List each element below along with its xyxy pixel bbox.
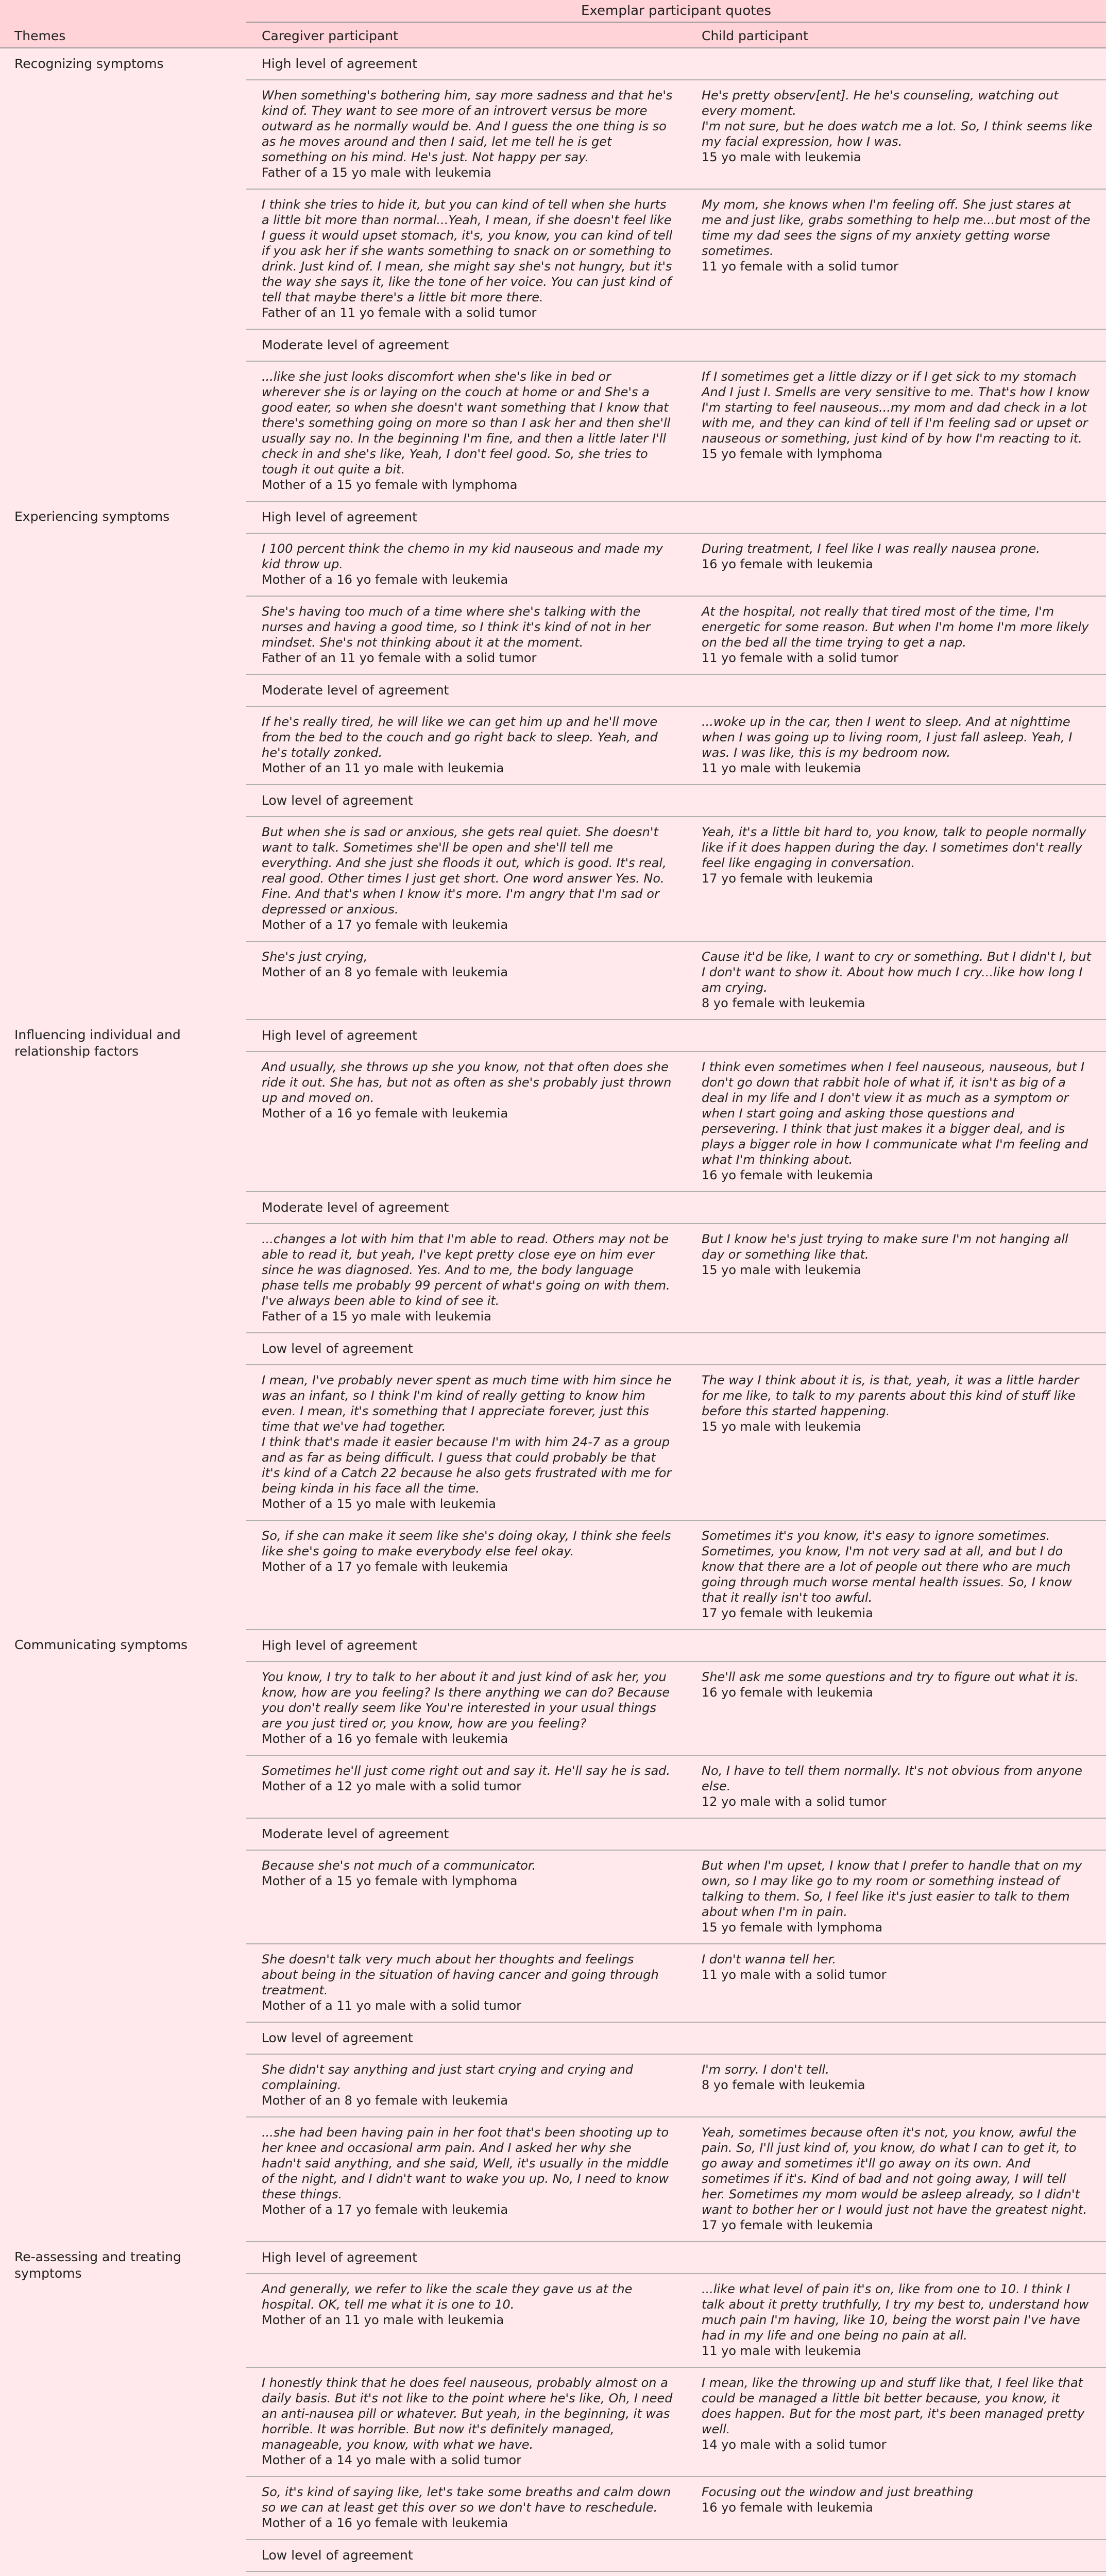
caregiver-quote-cell [246,2274,686,2367]
level-row [0,48,1106,80]
agreement-level-label: High level of agreement [246,1630,686,1662]
caregiver-quote-cell [246,2477,686,2539]
child-participant-descriptor: 14 yo male with a solid tumor [702,2437,887,2452]
caregiver-quote-text: ...she had been having pain in her foot that's been shooting up to her knee and occasional arm pain. And I asked her why she hadn't said anything, and she said, Well, it's usually in the middle of the night, and I didn't want to wake you up. No, I need to know these things. [262,2125,669,2201]
caregiver-quote-cell [246,1520,686,1630]
child-quote-cell [686,2054,1106,2117]
agreement-level-label: Moderate level of agreement [246,329,686,361]
child-quote-text: If I sometimes get a little dizzy or if I get sick to my stomach And I just I. Smells are very sensitive to me. That's how I know I'm starting to feel nauseous...my mom and dad check in a lot with me, and they can kind of tell if I'm feeling sad or upset or nauseous or something, just kind of by how I'm reacting to it. [702,369,1090,446]
child-quote-cell [686,2571,1106,2576]
table-header-group-row [0,0,1106,23]
column-header-child: Child participant [702,28,808,43]
child-quote-text: Cause it'd be like, I want to cry or something. But I didn't I, but I don't want to show it. About how much I cry...like how long I am crying. [702,950,1092,995]
child-quote-cell [686,1850,1106,1944]
agreement-level-label: Moderate level of agreement [246,1192,686,1224]
caregiver-quote-text: She doesn't talk very much about her thoughts and feelings about being in the situation of having cancer and going through treatment. [262,1952,659,1997]
caregiver-quote-text: She's having too much of a time where she's talking with the nurses and having a good time, so I think it's kind of not in her mindset. She's not thinking about it at the moment. [262,604,651,650]
caregiver-quote-text: ...like she just looks discomfort when she's like in bed or wherever she is or laying on the couch at home or and She's a good eater, so when she doesn't want something that I know that there's something going on more so than I ask her and then she'll usually say no. In the beginning I'm fine, and then a little later I'll check in and she's like, Yeah, I don't feel good. So, she tries to tough it out quite a bit. [262,369,671,477]
caregiver-quote-cell [246,1365,686,1520]
agreement-level-spacer [686,1630,1106,1662]
caregiver-quote-text: And generally, we refer to like the scale they gave us at the hospital. OK, tell me what it is one to 10. [262,2282,633,2312]
child-quote-cell [686,1944,1106,2022]
child-participant-descriptor: 15 yo male with leukemia [702,1263,861,1277]
child-quote-cell [686,2274,1106,2367]
caregiver-quote-cell [246,941,686,1020]
child-participant-descriptor: 15 yo female with lymphoma [702,447,883,461]
header-spacer [0,0,246,23]
caregiver-participant-descriptor: Father of an 11 yo female with a solid tumor [262,651,537,665]
child-participant-descriptor: 16 yo female with leukemia [702,1168,873,1182]
child-quote-text: During treatment, I feel like I was really nausea prone. [702,541,1040,556]
caregiver-quote-text: You know, I try to talk to her about it and just kind of ask her, you know, how are you feeling? Is there anything we can do? Because you don't really seem like You're interested in your usual things are you just tired or, you know, how are you feeling? [262,1670,670,1731]
theme-label: Re-assessing and treating symptoms [14,2249,181,2281]
agreement-level-spacer [686,674,1106,706]
caregiver-participant-descriptor: Mother of an 8 yo female with leukemia [262,965,508,979]
caregiver-participant-descriptor: Father of a 15 yo male with leukemia [262,165,491,180]
child-participant-descriptor: 8 yo female with leukemia [702,996,865,1010]
caregiver-quote-cell [246,1052,686,1192]
agreement-level-label: Low level of agreement [246,785,686,817]
table-body [0,48,1106,2576]
child-participant-descriptor: 11 yo male with leukemia [702,761,861,775]
caregiver-quote-text: Sometimes he'll just come right out and say it. He'll say he is sad. [262,1764,671,1778]
child-quote-text: But when I'm upset, I know that I prefer to handle that on my own, so I may like go to my room or something instead of talking to them. So, I feel like it's just easier to talk to them about when I'm in pain. [702,1858,1082,1919]
caregiver-participant-descriptor: Mother of an 11 yo male with leukemia [262,761,504,775]
child-quote-cell [686,1224,1106,1333]
caregiver-quote-text: Because she's not much of a communicator. [262,1858,536,1873]
child-quote-text: The way I think about it is, is that, yeah, it was a little harder for me like, to talk to my parents about this kind of stuff like before this started happening. [702,1373,1079,1418]
caregiver-quote-text: I 100 percent think the chemo in my kid nauseous and made my kid throw up. [262,541,663,571]
agreement-level-label: High level of agreement [246,48,686,80]
caregiver-quote-cell [246,80,686,189]
caregiver-quote-text: I mean, I've probably never spent as much time with him since he was an infant, so I think I'm kind of really getting to know him even. I mean, it's something that I appreciate forever, just this time that we've had together. I think that's made it easier because I'm with him 24-7 as a group and as far as being difficult. I guess that could probably be that it's kind of a Catch 22 because he also gets frustrated with me for being kinda in his face all the time. [262,1373,672,1496]
child-quote-text: Yeah, sometimes because often it's not, you know, awful the pain. So, I'll just kind of, you know, do what I can to get it, to go away and sometimes it'll go away on its own. And sometimes if it's. Kind of bad and not going away, I will tell her. Sometimes my mom would be asleep already, so I didn't want to bother her or I would just not have the greatest night. [702,2125,1087,2217]
caregiver-participant-descriptor: Mother of a 11 yo male with a solid tumor [262,1998,522,2013]
caregiver-participant-descriptor: Mother of a 12 yo male with a solid tumor [262,1779,522,1793]
child-quote-cell [686,596,1106,674]
caregiver-quote-text: ...changes a lot with him that I'm able to read. Others may not be able to read it, but yeah, I've kept pretty close eye on him ever since he was diagnosed. Yes. And to me, the body language phase tells me probably 99 percent of what's going on with them. I've always been able to kind of see it. [262,1232,670,1308]
agreement-level-spacer [686,1333,1106,1365]
caregiver-participant-descriptor: Father of a 15 yo male with leukemia [262,1309,491,1324]
agreement-level-label: Low level of agreement [246,2539,686,2571]
child-quote-cell [686,1755,1106,1818]
child-quote-text: Sometimes it's you know, it's easy to ignore sometimes. Sometimes, you know, I'm not very sad at all, and but I do know that there are a lot of people out there who are much going through much worse mental health issues. So, I know that it really isn't too awful. [702,1529,1072,1605]
table-header-row [0,23,1106,48]
theme-label: Recognizing symptoms [14,56,164,71]
theme-label: Influencing individual and relationship factors [14,1027,181,1059]
child-participant-descriptor: 17 yo female with leukemia [702,1606,873,1620]
caregiver-quote-cell [246,533,686,596]
caregiver-quote-text: But when she is sad or anxious, she gets real quiet. She doesn't want to talk. Sometimes she'll be open and she'll tell me everything. And she just she floods it out, which is good. It's real, real good. Other times I just get short. One word answer Yes. No. Fine. And that's when I know it's more. I'm angry that I'm sad or depressed or anxious. [262,825,667,917]
caregiver-quote-cell [246,817,686,941]
child-participant-descriptor: 15 yo male with leukemia [702,1419,861,1434]
child-participant-descriptor: 11 yo male with leukemia [702,2344,861,2358]
caregiver-quote-cell [246,2117,686,2242]
child-quote-text: I mean, like the throwing up and stuff like that, I feel like that could be managed a little bit better because, you know, it does happen. But for the most part, it's been managed pretty well. [702,2376,1085,2436]
agreement-level-spacer [686,501,1106,533]
child-quote-cell [686,2117,1106,2242]
child-quote-text: I think even sometimes when I feel nauseous, nauseous, but I don't go down that rabbit hole of what if, it isn't as big of a deal in my life and I don't view it as much as a symptom or when I start going and asking those questions and persevering. I think that just makes it a bigger deal, and is plays a bigger role in how I communicate what I'm feeling and what I'm thinking about. [702,1060,1088,1167]
caregiver-participant-descriptor: Mother of an 11 yo male with leukemia [262,2313,504,2327]
child-participant-descriptor: 8 yo female with leukemia [702,2078,865,2092]
header-group-label [246,0,1106,23]
caregiver-participant-descriptor: Mother of a 15 yo male with leukemia [262,1497,496,1511]
child-quote-text: She'll ask me some questions and try to figure out what it is. [702,1670,1079,1684]
caregiver-quote-cell [246,189,686,329]
caregiver-quote-text: And usually, she throws up she you know, not that often does she ride it out. She has, but not as often as she's probably just thrown up and moved on. [262,1060,672,1105]
theme-label: Experiencing symptoms [14,509,170,524]
caregiver-quote-cell [246,1755,686,1818]
child-participant-descriptor: 17 yo female with leukemia [702,2218,873,2232]
caregiver-quote-text: So, it's kind of saying like, let's take some breaths and calm down so we can at least get this over so we don't have to reschedule. [262,2485,671,2515]
agreement-level-spacer [686,48,1106,80]
caregiver-participant-descriptor: Mother of a 17 yo female with leukemia [262,2202,508,2217]
child-quote-cell [686,533,1106,596]
child-quote-text: No, I have to tell them normally. It's not obvious from anyone else. [702,1764,1082,1793]
level-row [0,2242,1106,2274]
child-participant-descriptor: 16 yo female with leukemia [702,1685,873,1700]
level-row [0,501,1106,533]
agreement-level-spacer [686,785,1106,817]
agreement-level-label: Moderate level of agreement [246,674,686,706]
agreement-level-label: High level of agreement [246,2242,686,2274]
child-quote-text: But I know he's just trying to make sure I'm not hanging all day or something like that. [702,1232,1068,1262]
agreement-level-label: High level of agreement [246,501,686,533]
agreement-level-spacer [686,1020,1106,1052]
caregiver-participant-descriptor: Mother of a 16 yo female with leukemia [262,1732,508,1746]
child-quote-text: He's pretty observ[ent]. He he's counseling, watching out every moment. I'm not sure, but he does watch me a lot. So, I think seems like my facial expression, how I was. [702,88,1093,149]
caregiver-quote-cell [246,1662,686,1755]
level-row [0,1630,1106,1662]
caregiver-quote-text: So, if she can make it seem like she's doing okay, I think she feels like she's going to make everybody else feel okay. [262,1529,671,1558]
caregiver-quote-text: She didn't say anything and just start crying and crying and complaining. [262,2062,634,2092]
level-row [0,1020,1106,1052]
child-quote-text: At the hospital, not really that tired most of the time, I'm energetic for some reason. But when I'm home I'm more likely on the bed all the time trying to get a nap. [702,604,1089,650]
child-quote-cell [686,1052,1106,1192]
child-participant-descriptor: 17 yo female with leukemia [702,871,873,886]
column-header-themes: Themes [14,28,66,43]
child-quote-cell [686,817,1106,941]
child-quote-text: I'm sorry. I don't tell. [702,2062,829,2077]
caregiver-quote-text: I honestly think that he does feel nauseous, probably almost on a daily basis. But it's not like to the point where he's like, Oh, I need an anti-nausea pill or whatever. But yeah, in the beginning, it was horrible. It was horrible. But now it's definitely managed, manageable, you know, with what we have. [262,2376,673,2452]
caregiver-quote-cell [246,596,686,674]
caregiver-participant-descriptor: Mother of an 8 yo female with leukemia [262,2093,508,2108]
child-participant-descriptor: 16 yo female with leukemia [702,2500,873,2515]
caregiver-quote-text: If he's really tired, he will like we can get him up and he'll move from the bed to the couch and go right back to sleep. Yeah, and he's totally zonked. [262,715,658,760]
caregiver-quote-cell [246,361,686,501]
caregiver-participant-descriptor: Mother of a 17 yo female with leukemia [262,1560,508,1574]
child-quote-cell [686,2477,1106,2539]
child-quote-cell [686,1662,1106,1755]
caregiver-participant-descriptor: Mother of a 16 yo female with leukemia [262,1106,508,1121]
caregiver-quote-cell [246,1944,686,2022]
caregiver-participant-descriptor: Mother of a 15 yo female with lymphoma [262,1874,518,1888]
caregiver-participant-descriptor: Mother of a 14 yo male with a solid tumor [262,2453,522,2467]
caregiver-quote-text: She's just crying, [262,950,368,964]
header-group-text: Exemplar participant quotes [246,0,1106,23]
child-quote-cell [686,1520,1106,1630]
caregiver-participant-descriptor: Mother of a 17 yo female with leukemia [262,918,508,932]
caregiver-quote-cell [246,706,686,785]
child-quote-cell [686,189,1106,329]
agreement-level-spacer [686,2242,1106,2274]
child-quote-text: My mom, she knows when I'm feeling off. She just stares at me and just like, grabs something to help me...but most of the time my dad sees the signs of my anxiety getting worse sometimes. [702,197,1091,258]
agreement-level-spacer [686,1818,1106,1850]
child-participant-descriptor: 15 yo female with lymphoma [702,1920,883,1935]
child-quote-cell [686,2367,1106,2477]
caregiver-quote-cell [246,2571,686,2576]
caregiver-quote-cell [246,1850,686,1944]
child-participant-descriptor: 11 yo male with a solid tumor [702,1968,887,1982]
child-quote-text: ...like what level of pain it's on, like from one to 10. I think I talk about it pretty truthfully, I try my best to, understand how much pain I'm having, like 10, being the worst pain I've have had in my life and one being no pain at all. [702,2282,1089,2343]
agreement-level-spacer [686,329,1106,361]
agreement-level-label: High level of agreement [246,1020,686,1052]
caregiver-quote-text: When something's bothering him, say more sadness and that he's kind of. They want to see more of an introvert versus be more outward as he normally would be. And I guess the one thing is so as he moves around and then I said, let me tell he is get something on his mind. He's just. Not happy per say. [262,88,673,164]
child-participant-descriptor: 15 yo male with leukemia [702,150,861,164]
caregiver-quote-cell [246,2054,686,2117]
agreement-level-label: Moderate level of agreement [246,1818,686,1850]
theme-label: Communicating symptoms [14,1637,188,1652]
child-quote-text: Yeah, it's a little bit hard to, you know, talk to people normally like if it does happen during the day. I sometimes don't really feel like engaging in conversation. [702,825,1086,870]
agreement-level-label: Low level of agreement [246,2022,686,2054]
child-quote-cell [686,941,1106,1020]
column-header-caregiver: Caregiver participant [262,28,398,43]
child-quote-cell [686,1365,1106,1520]
child-quote-cell [686,361,1106,501]
caregiver-quote-cell [246,1224,686,1333]
agreement-level-spacer [686,2539,1106,2571]
child-participant-descriptor: 16 yo female with leukemia [702,557,873,571]
child-participant-descriptor: 12 yo male with a solid tumor [702,1794,887,1809]
child-quote-text: I don't wanna tell her. [702,1952,836,1967]
agreement-level-spacer [686,2022,1106,2054]
caregiver-participant-descriptor: Mother of a 16 yo female with leukemia [262,572,508,587]
child-participant-descriptor: 11 yo female with a solid tumor [702,651,898,665]
agreement-level-spacer [686,1192,1106,1224]
caregiver-participant-descriptor: Mother of a 16 yo female with leukemia [262,2516,508,2530]
child-participant-descriptor: 11 yo female with a solid tumor [702,259,898,274]
caregiver-quote-cell [246,2367,686,2477]
child-quote-text: ...woke up in the car, then I went to sleep. And at nighttime when I was going up to living room, I just fall asleep. Yeah, I was. I was like, this is my bedroom now. [702,715,1073,760]
caregiver-participant-descriptor: Mother of a 15 yo female with lymphoma [262,478,518,492]
child-quote-cell [686,706,1106,785]
caregiver-quote-text: I think she tries to hide it, but you can kind of tell when she hurts a little bit more than normal...Yeah, I mean, if she doesn't feel like I guess it would upset stomach, it's, you know, you can kind of tell if you ask her if she wants something to snack on or something to drink. Just kind of. I mean, she might say she's not hungry, but it's the way she says it, like the tone of her voice. You can just kind of tell that maybe there's a little bit more there. [262,197,673,304]
agreement-level-label: Low level of agreement [246,1333,686,1365]
caregiver-participant-descriptor: Father of an 11 yo female with a solid tumor [262,306,537,320]
child-quote-cell [686,80,1106,189]
child-quote-text: Focusing out the window and just breathing [702,2485,974,2499]
